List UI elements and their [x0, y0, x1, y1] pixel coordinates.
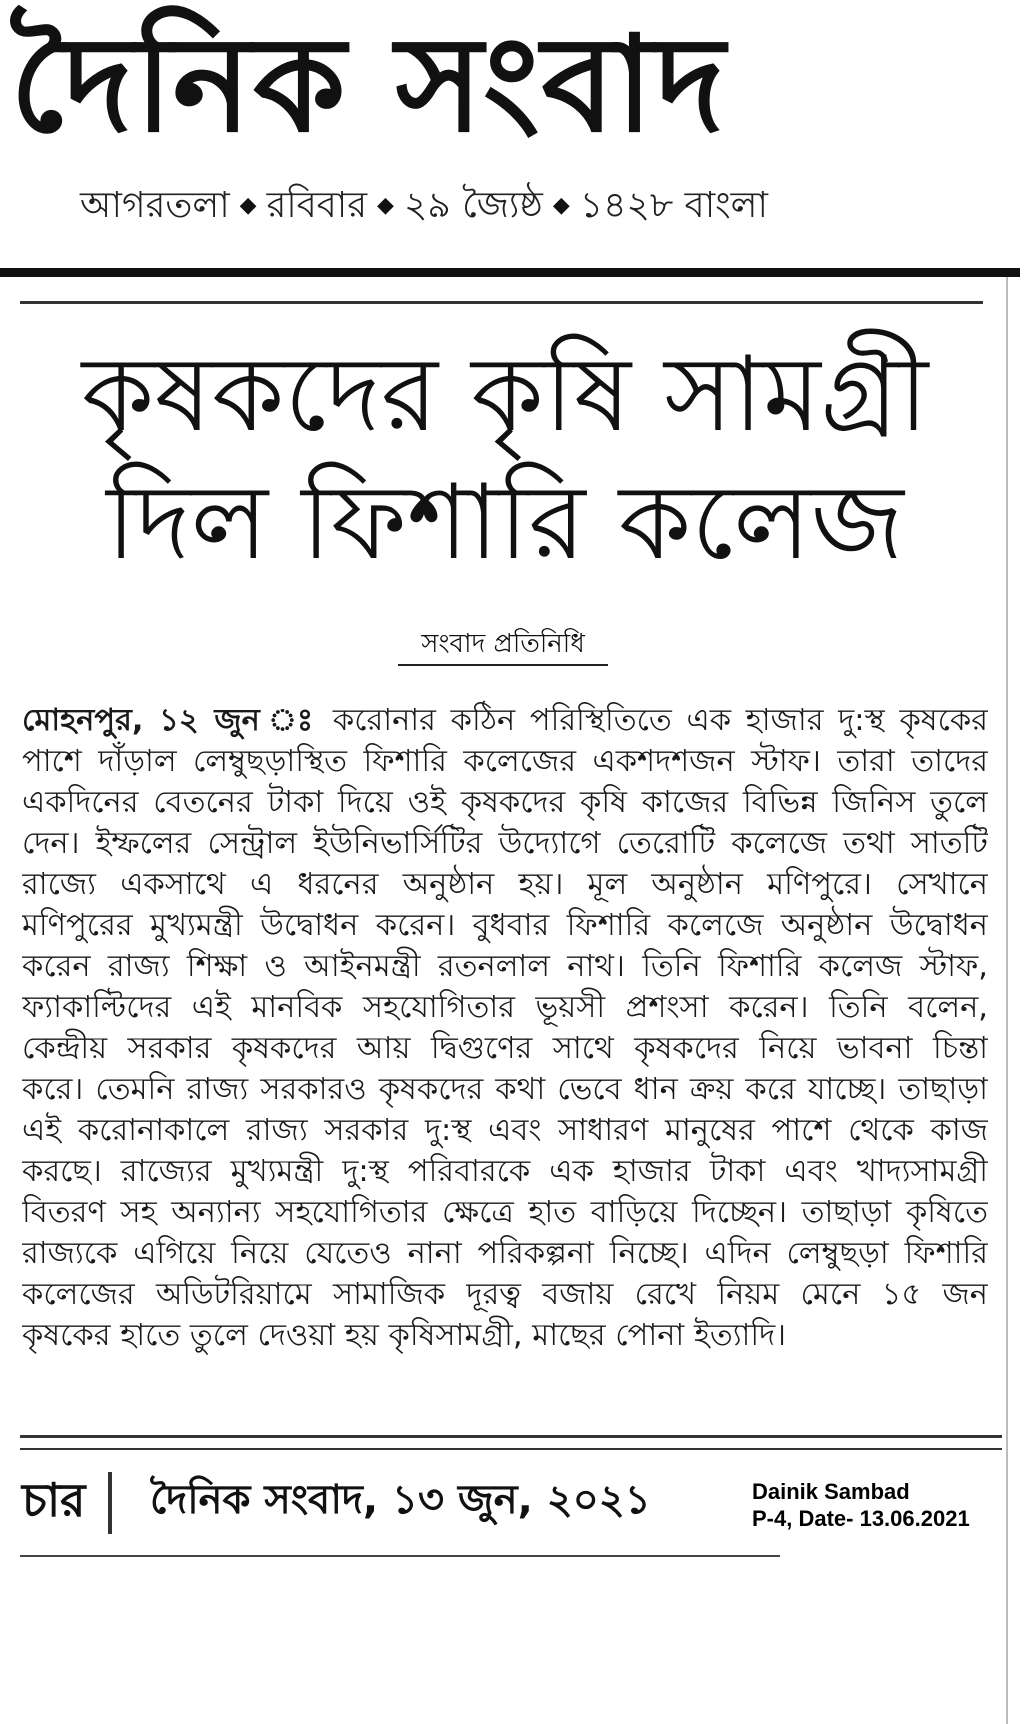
article-line: করে। তেমনি রাজ্য সরকারও কৃষকদের কথা ভেবে ধান ক্রয় করে যাচ্ছে। তাছাড়া [22, 1072, 988, 1107]
footer-separator [108, 1472, 112, 1534]
article-line: পাশে দাঁড়াল লেম্বুছড়াস্থিত ফিশারি কলেজের একশদশজন স্টাফ। তারা তাদের [22, 744, 988, 779]
masthead-divider [0, 268, 1020, 277]
footer-paper-date: দৈনিক সংবাদ, ১৩ জুন, ২০২১ [150, 1477, 651, 1523]
article-line: দেন। ইম্ফলের সেন্ট্রাল ইউনিভার্সিটির উদ্যোগে তেরোটি কলেজে তথা সাতটি [22, 826, 988, 861]
article-line: একদিনের বেতনের টাকা দিয়ে ওই কৃষকদের কৃষি কাজের বিভিন্ন জিনিস তুলে [22, 785, 988, 820]
headline-line-1: কৃষকদের কৃষি সামগ্রী [81, 333, 929, 455]
diamond-separator-icon: ◆ [239, 193, 257, 218]
article-line: ফ্যাকাল্টিদের এই মানবিক সহযোগিতার ভূয়সী প্রশংসা করেন। তিনি বলেন, [22, 990, 988, 1025]
article-byline: সংবাদ প্রতিনিধি [398, 624, 608, 666]
article-line: রাজ্যকে এগিয়ে নিয়ে যেতেও নানা পরিকল্পনা নিচ্ছে। এদিন লেম্বুছড়া ফিশারি [22, 1236, 988, 1271]
dateline [80, 178, 940, 234]
article-line: রাজ্যে একসাথে এ ধরনের অনুষ্ঠান হয়। মূল অনুষ্ঠান মণিপুরে। সেখানে [22, 867, 988, 902]
dateline-place: আগরতলা [80, 185, 230, 226]
dateline-date: ২৯ জ্যৈষ্ঠ [403, 185, 543, 226]
caption-source: Dainik Sambad [752, 1479, 910, 1504]
article-line: এই করোনাকালে রাজ্য সরকার দু:স্থ এবং সাধারণ মানুষের পাশে থেকে কাজ [22, 1113, 988, 1148]
footer-divider-top [20, 1435, 1002, 1438]
source-caption [752, 1478, 1022, 1558]
article-line: কলেজের অডিটরিয়ামে সামাজিক দূরত্ব বজায় রেখে নিয়ম মেনে ১৫ জন [22, 1277, 988, 1312]
caption-page-date: P-4, Date- 13.06.2021 [752, 1506, 970, 1531]
article-line: মোহনপুর, ১২ জুন ঃ করোনার কঠিন পরিস্থিতিতে এক হাজার দু:স্থ কৃষকের [22, 703, 988, 738]
diamond-separator-icon: ◆ [377, 193, 394, 218]
footer-page-label: চার [22, 1473, 86, 1527]
masthead-title: দৈনিক সংবাদ [10, 8, 727, 162]
article-body [22, 700, 988, 1356]
article-line: মণিপুরের মুখ্যমন্ত্রী উদ্বোধন করেন। বুধবার ফিশারি কলেজে অনুষ্ঠান উদ্বোধন [22, 908, 988, 943]
article-line: করছে। রাজ্যের মুখ্যমন্ত্রী দু:স্থ পরিবারকে এক হাজার টাকা এবং খাদ্যসামগ্রী [22, 1154, 988, 1189]
article-line: করেন রাজ্য শিক্ষা ও আইনমন্ত্রী রতনলাল নাথ। তিনি ফিশারি কলেজ স্টাফ, [22, 949, 988, 984]
dateline-year: ১৪২৮ বাংলা [579, 185, 768, 226]
article-line: কৃষকের হাতে তুলে দেওয়া হয় কৃষিসামগ্রী, মাছের পোনা ইত্যাদি। [22, 1318, 787, 1353]
article-headline [40, 330, 970, 586]
footer-bottom-rule [20, 1555, 780, 1557]
article-lead: মোহনপুর, ১২ জুন ঃ [22, 703, 319, 738]
article-top-divider [20, 301, 983, 304]
article-line: বিতরণ সহ অন্যান্য সহযোগিতার ক্ষেত্রে হাত বাড়িয়ে দিচ্ছেন। তাছাড়া কৃষিতে [22, 1195, 988, 1230]
footer-divider-bottom [20, 1448, 1002, 1450]
headline-line-2: দিল ফিশারি কলেজ [106, 461, 904, 583]
dateline-day: রবিবার [266, 185, 368, 226]
article-line: কেন্দ্রীয় সরকার কৃষকদের আয় দ্বিগুণের সাথে কৃষকদের নিয়ে ভাবনা চিন্তা [22, 1031, 988, 1066]
diamond-separator-icon: ◆ [552, 193, 570, 218]
